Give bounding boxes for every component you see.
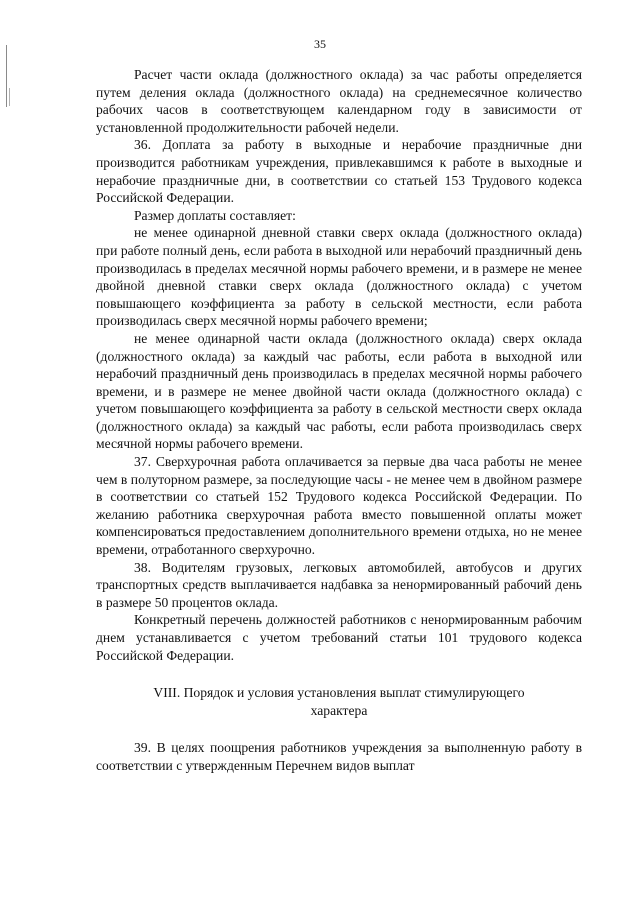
paragraph-full-day-rate: не менее одинарной дневной ставки сверх оклада (должностного оклада) при работе полный день, если работа в выходной или нерабочий праздничный день производилась в пределах месячной нормы рабочего времени, и в размере не менее двойной дневной ставки сверх оклада (должностного оклада) с учетом повышающего коэффициента за работу в сельской местности, если работа производилась сверх месячной нормы рабочего времени; xyxy=(96,225,582,329)
paragraph-irregular-hours-list: Конкретный перечень должностей работников с ненормированным рабочим днем устанавливается с учетом требований статьи 101 трудового кодекса Российской Федерации. xyxy=(96,612,582,663)
document-body xyxy=(96,66,582,775)
paragraph-pay-amount-intro: Размер доплаты составляет: xyxy=(134,207,296,223)
paragraph-hourly-rate: Расчет части оклада (должностного оклада) за час работы определяется путем деления оклада (должностного оклада) на среднемесячное количество рабочих часов в соответствующем календарном году в зависимости от установленной продолжительности рабочей недели. xyxy=(96,67,582,135)
scan-edge-mark xyxy=(9,88,10,106)
page-number: 35 xyxy=(314,37,326,51)
section-heading-viii: VIII. Порядок и условия установления выплат стимулирующего характера xyxy=(153,685,525,718)
paragraph-hourly-part-rate: не менее одинарной части оклада (должностного оклада) сверх оклада (должностного оклада) за каждый час работы, если работа в выходной или нерабочий праздничный день производилась в пределах месячной нормы рабочего времени, и в размере не менее двойной части оклада (должностного оклада) с учетом повышающего коэффициента за работу в сельской местности сверх оклада (должностного оклада) за каждый час работы, если работа производилась сверх месячной нормы рабочего времени. xyxy=(96,330,582,452)
paragraph-37-overtime: 37. Сверхурочная работа оплачивается за первые два часа работы не менее чем в полуторном размере, за последующие часы - не менее чем в двойном размере в соответствии со статьей 152 Трудового кодекса Российской Федерации. По желанию работника сверхурочная работа вместо повышенной оплаты может компенсироваться предоставлением дополнительного времени отдыха, но не менее времени, отработанного сверхурочно. xyxy=(96,454,582,558)
paragraph-38-drivers-allowance: 38. Водителям грузовых, легковых автомобилей, автобусов и других транспортных средств выплачивается надбавка за ненормированный рабочий день в размере 50 процентов оклада. xyxy=(96,559,582,610)
scan-edge-mark xyxy=(6,45,7,107)
paragraph-36-weekend-pay: 36. Доплата за работу в выходные и нерабочие праздничные дни производится работникам учреждения, привлекавшимся к работе в выходные и нерабочие праздничные дни, в соответствии со статьей 153 Трудового кодекса Российской Федерации. xyxy=(96,137,582,206)
paragraph-39-incentives: 39. В целях поощрения работников учреждения за выполненную работу в соответствии с утвержденным Перечнем видов выплат xyxy=(96,740,582,773)
